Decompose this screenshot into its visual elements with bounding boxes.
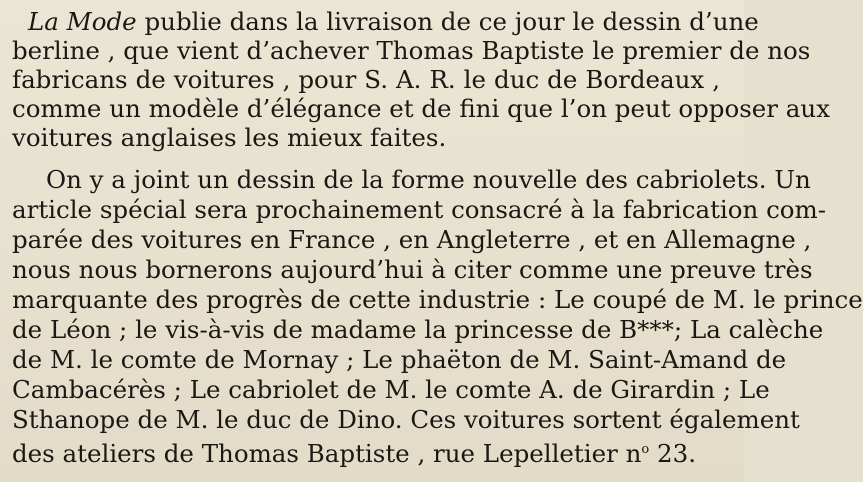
text-line: [28, 7, 759, 37]
text-line-content: Sthanope de M. le duc de Dino. Ces voitures sortent également: [12, 405, 800, 434]
text-line-tail: 23.: [649, 439, 696, 468]
text-line: [12, 255, 813, 285]
superscript-o: o: [641, 442, 650, 457]
text-line: [12, 315, 824, 345]
text-line: [12, 405, 800, 435]
text-line-content: publie dans la livraison de ce jour le dessin d’une: [136, 7, 759, 36]
text-line-content: fabricans de voitures , pour S. A. R. le duc de Bordeaux ,: [12, 65, 720, 94]
text-line-content: parée des voitures en France , en Angleterre , et en Allemagne ,: [12, 225, 812, 254]
text-line-content: voitures anglaises les mieux faites.: [12, 123, 447, 152]
text-line-content: marquante des progrès de cette industrie : Le coupé de M. le prince: [12, 285, 863, 314]
text-line: [46, 165, 811, 195]
text-line-content: berline , que vient d’achever Thomas Baptiste le premier de nos: [12, 36, 811, 65]
text-line-content: de Léon ; le vis-à-vis de madame la princesse de B***; La calèche: [12, 315, 824, 344]
text-line-content: de M. le comte de Mornay ; Le phaëton de M. Saint-Amand de: [12, 345, 787, 374]
text-line: [12, 285, 863, 315]
journal-title: La Mode: [28, 7, 137, 36]
text-line-content: comme un modèle d’élégance et de fini que l’on peut opposer aux: [12, 94, 831, 123]
text-line: [12, 375, 770, 405]
text-line-content: On y a joint un dessin de la forme nouvelle des cabriolets. Un: [46, 165, 811, 194]
text-line-content: article spécial sera prochainement consacré à la fabrication com-: [12, 195, 827, 224]
text-line: [12, 123, 446, 153]
text-line: [12, 94, 831, 124]
text-line: [12, 36, 811, 66]
text-line-content: Cambacérès ; Le cabriolet de M. le comte A. de Girardin ; Le: [12, 375, 770, 404]
text-line-content: des ateliers de Thomas Baptiste , rue Lepelletier n: [12, 439, 642, 468]
text-line: [12, 195, 827, 225]
text-line: [12, 225, 812, 255]
text-line: [12, 65, 720, 95]
text-line: [12, 345, 787, 375]
text-line-content: nous nous bornerons aujourd’hui à citer comme une preuve très: [12, 255, 813, 284]
text-line: [12, 435, 696, 469]
